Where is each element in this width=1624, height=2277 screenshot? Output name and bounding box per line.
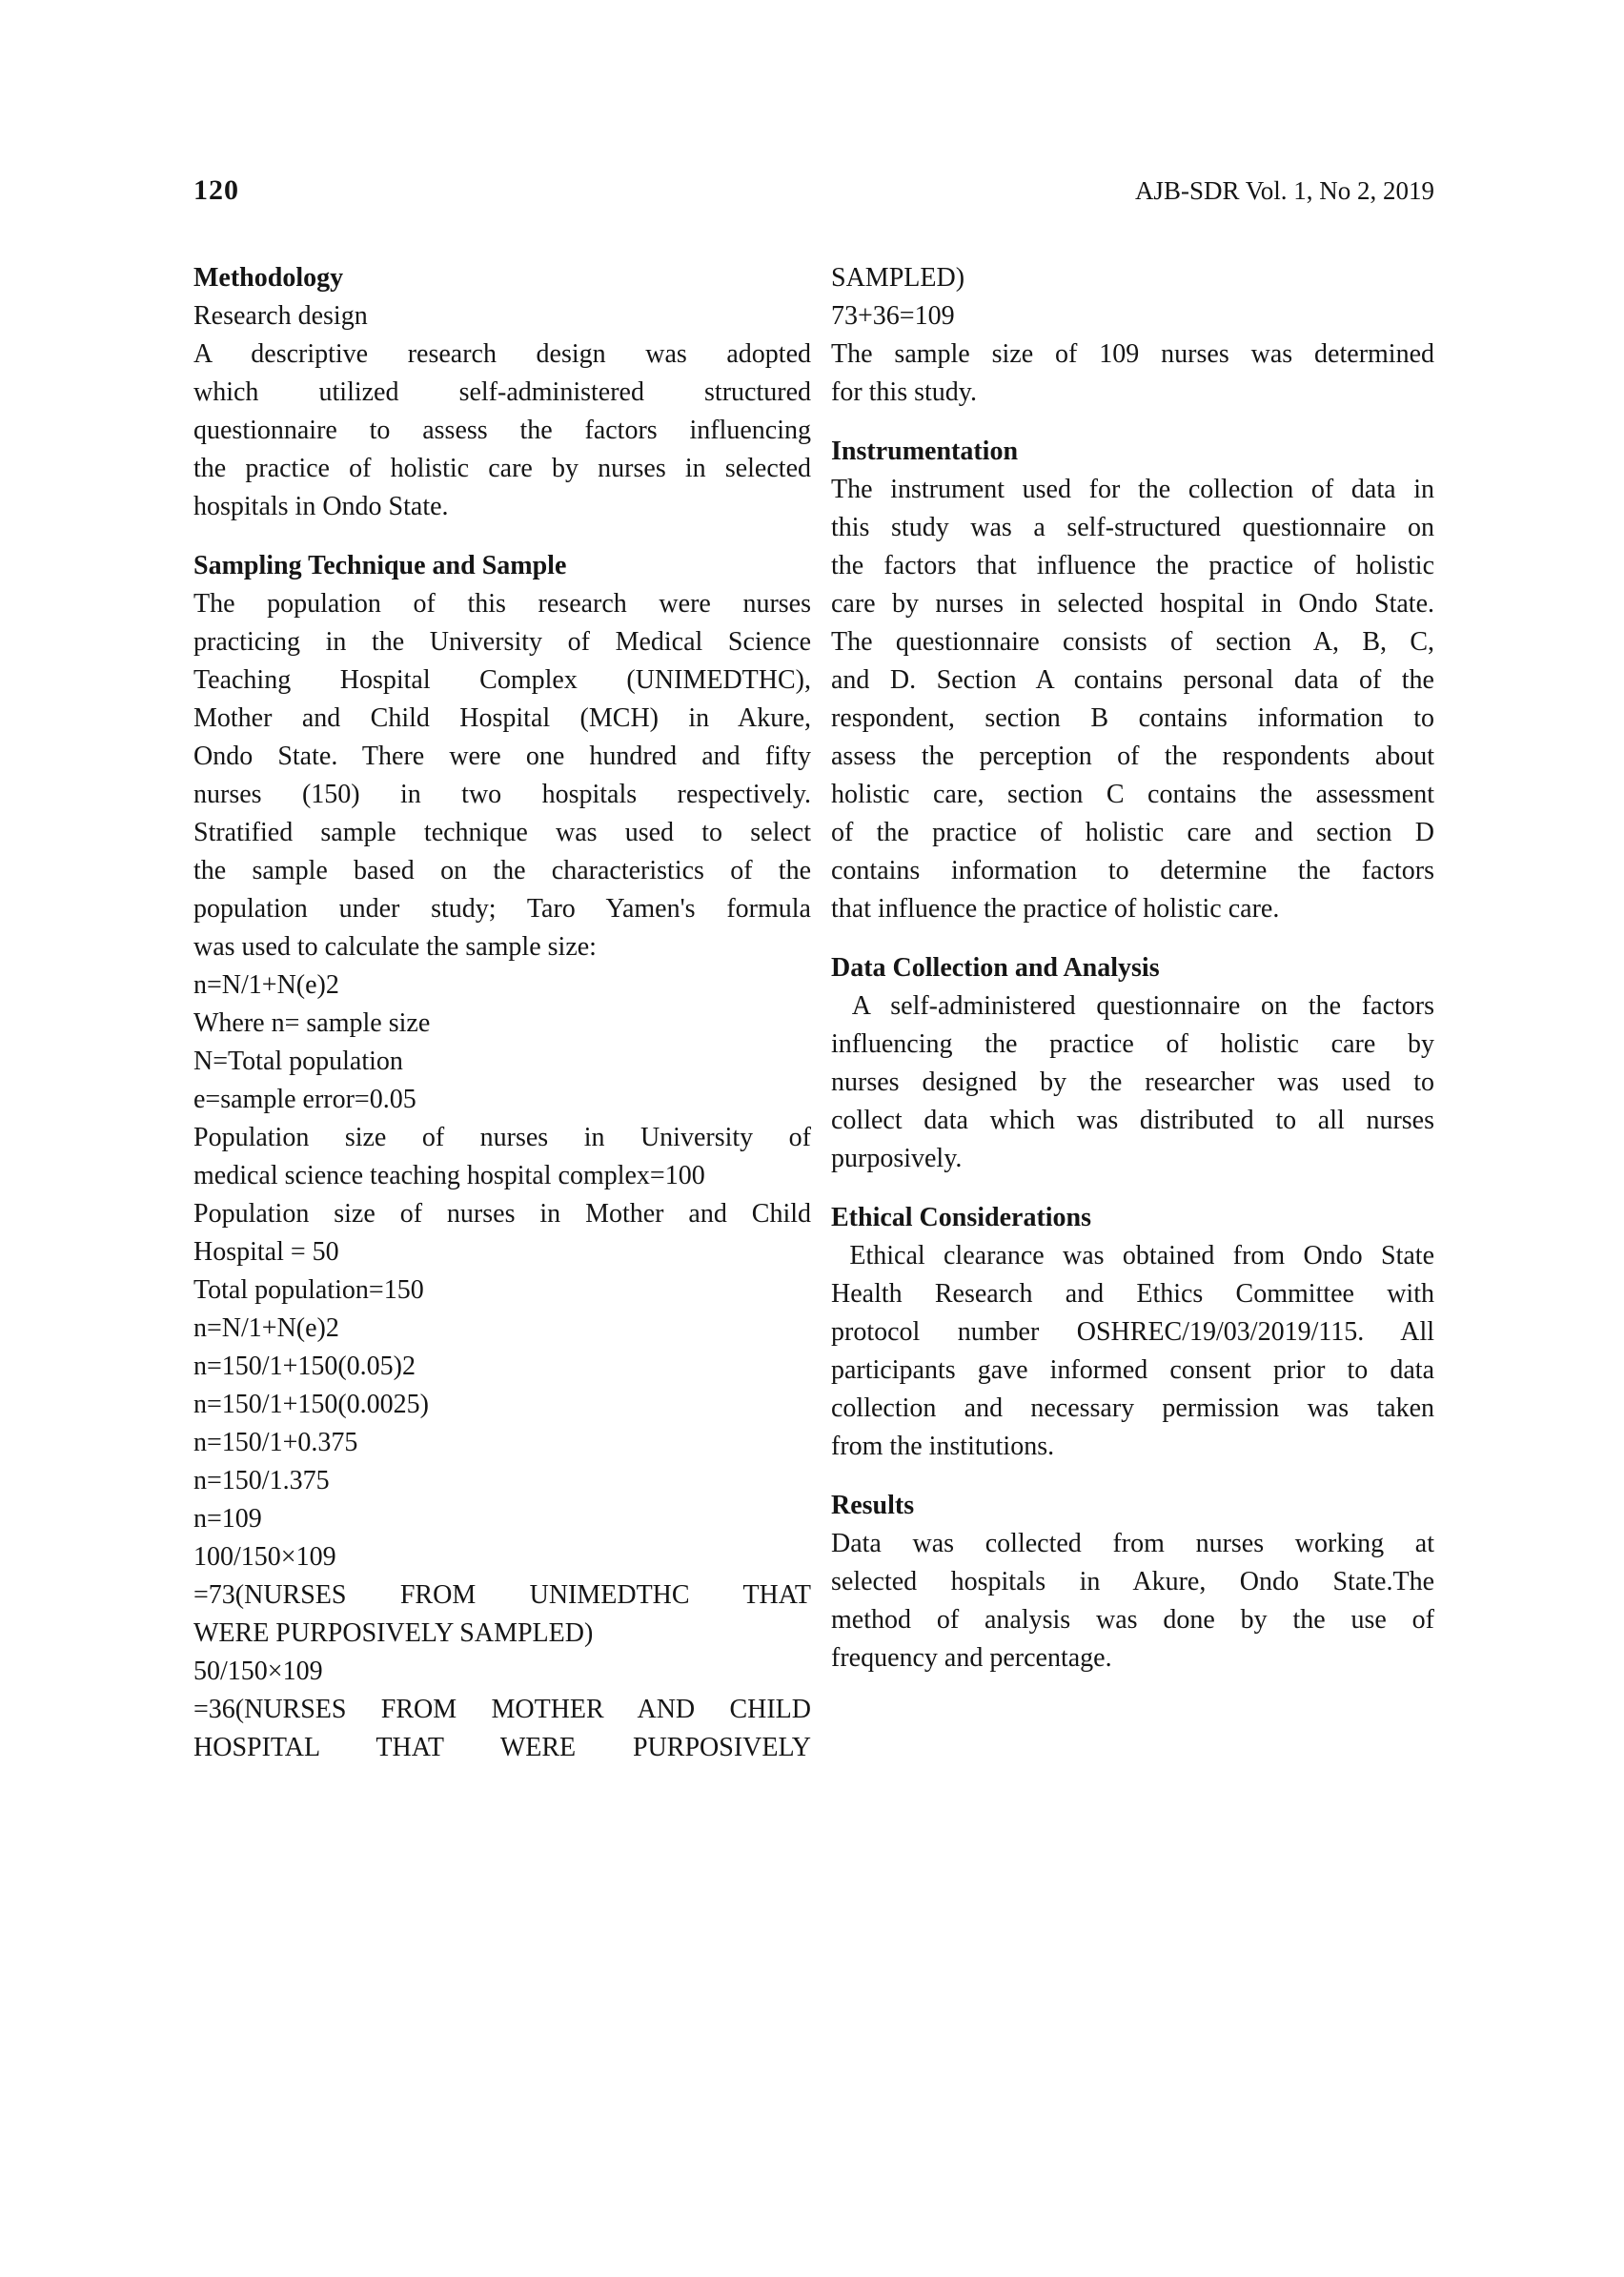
section-heading: Sampling Technique and Sample xyxy=(193,551,567,580)
text-line: N=Total population xyxy=(193,1047,403,1076)
text-line: Population size of nurses in Mother and Child xyxy=(193,1199,811,1229)
section-heading: Results xyxy=(831,1491,915,1520)
text-line: The sample size of 109 nurses was determined xyxy=(831,339,1434,369)
text-line: participants gave informed consent prior to data xyxy=(831,1355,1434,1385)
text-line: the practice of holistic care by nurses in selected xyxy=(193,454,811,483)
text-line: and D. Section A contains personal data of the xyxy=(831,665,1434,695)
text-line: e=sample error=0.05 xyxy=(193,1085,416,1114)
text-line: n=150/1.375 xyxy=(193,1466,330,1495)
text-line: medical science teaching hospital complex=100 xyxy=(193,1161,705,1190)
text-line: Teaching Hospital Complex (UNIMEDTHC), xyxy=(193,665,811,695)
text-line: frequency and percentage. xyxy=(831,1643,1112,1673)
paragraph-spacer xyxy=(831,1466,1434,1487)
text-line: WERE PURPOSIVELY SAMPLED) xyxy=(193,1618,594,1648)
text-line: purposively. xyxy=(831,1144,963,1173)
text-line: collection and necessary permission was taken xyxy=(831,1393,1434,1423)
text-line: method of analysis was done by the use of xyxy=(831,1605,1434,1635)
text-line: this study was a self-structured questionnaire on xyxy=(831,513,1434,542)
text-line: collect data which was distributed to all nurses xyxy=(831,1106,1434,1135)
text-line: Research design xyxy=(193,301,368,331)
text-line: selected hospitals in Akure, Ondo State.The xyxy=(831,1567,1434,1596)
text-line: 50/150×109 xyxy=(193,1657,323,1686)
paragraph-spacer xyxy=(193,526,811,547)
text-line: Data was collected from nurses working at xyxy=(831,1529,1434,1558)
text-line: Health Research and Ethics Committee with xyxy=(831,1279,1434,1309)
text-line: Total population=150 xyxy=(193,1275,424,1305)
page-number: 120 xyxy=(193,174,239,206)
text-line: The population of this research were nurses xyxy=(193,589,811,619)
text-line: A descriptive research design was adopted xyxy=(193,339,811,369)
text-line: The questionnaire consists of section A, B, C, xyxy=(831,627,1434,657)
text-line: SAMPLED) xyxy=(831,263,965,293)
page-header xyxy=(193,174,1434,207)
text-line: 100/150×109 xyxy=(193,1542,336,1572)
text-line: assess the perception of the respondents about xyxy=(831,742,1434,771)
text-line: that influence the practice of holistic care. xyxy=(831,894,1280,924)
text-line: Where n= sample size xyxy=(193,1008,431,1038)
text-line: protocol number OSHREC/19/03/2019/115. All xyxy=(831,1317,1434,1347)
text-line: was used to calculate the sample size: xyxy=(193,932,597,962)
text-line: care by nurses in selected hospital in Ondo State. xyxy=(831,589,1434,619)
text-line: population under study; Taro Yamen's formula xyxy=(193,894,811,924)
text-line: n=150/1+0.375 xyxy=(193,1428,358,1457)
text-line: hospitals in Ondo State. xyxy=(193,492,449,521)
text-line: of the practice of holistic care and section D xyxy=(831,818,1434,847)
text-line: Population size of nurses in University of xyxy=(193,1123,811,1152)
section-heading: Instrumentation xyxy=(831,437,1019,466)
text-line: practicing in the University of Medical Science xyxy=(193,627,811,657)
text-line: influencing the practice of holistic care by xyxy=(831,1029,1434,1059)
text-line: nurses (150) in two hospitals respectively. xyxy=(193,780,811,809)
text-line: n=N/1+N(e)2 xyxy=(193,1313,339,1343)
paragraph-spacer xyxy=(831,412,1434,433)
text-line: 73+36=109 xyxy=(831,301,955,331)
text-line: holistic care, section C contains the assessment xyxy=(831,780,1434,809)
text-line: questionnaire to assess the factors influencing xyxy=(193,416,811,445)
right-column xyxy=(831,259,1434,1677)
text-line: Hospital = 50 xyxy=(193,1237,339,1267)
journal-reference: AJB-SDR Vol. 1, No 2, 2019 xyxy=(1134,176,1434,205)
paragraph-spacer xyxy=(831,1178,1434,1199)
text-line: for this study. xyxy=(831,377,977,407)
left-column xyxy=(193,259,811,1767)
text-line: from the institutions. xyxy=(831,1432,1055,1461)
text-line: the sample based on the characteristics of the xyxy=(193,856,811,885)
section-heading: Data Collection and Analysis xyxy=(831,953,1160,983)
paragraph-spacer xyxy=(831,928,1434,949)
text-line: Stratified sample technique was used to select xyxy=(193,818,811,847)
section-heading: Ethical Considerations xyxy=(831,1203,1092,1232)
text-line: The instrument used for the collection of data in xyxy=(831,475,1434,504)
text-line: n=N/1+N(e)2 xyxy=(193,970,339,1000)
text-line: n=150/1+150(0.05)2 xyxy=(193,1352,416,1381)
text-line: =73(NURSES FROM UNIMEDTHC THAT xyxy=(193,1580,811,1610)
text-line: Ondo State. There were one hundred and fifty xyxy=(193,742,811,771)
text-line: HOSPITAL THAT WERE PURPOSIVELY xyxy=(193,1733,811,1762)
text-line: =36(NURSES FROM MOTHER AND CHILD xyxy=(193,1695,811,1724)
text-line: the factors that influence the practice of holistic xyxy=(831,551,1434,580)
section-heading: Methodology xyxy=(193,263,344,293)
text-line: nurses designed by the researcher was used to xyxy=(831,1067,1434,1097)
text-line: Mother and Child Hospital (MCH) in Akure, xyxy=(193,703,811,733)
text-line: which utilized self-administered structured xyxy=(193,377,811,407)
text-line: A self-administered questionnaire on the factors xyxy=(831,991,1434,1021)
text-line: Ethical clearance was obtained from Ondo State xyxy=(831,1241,1434,1271)
text-line: contains information to determine the factors xyxy=(831,856,1434,885)
text-line: respondent, section B contains information to xyxy=(831,703,1434,733)
text-line: n=109 xyxy=(193,1504,262,1534)
text-line: n=150/1+150(0.0025) xyxy=(193,1390,430,1419)
